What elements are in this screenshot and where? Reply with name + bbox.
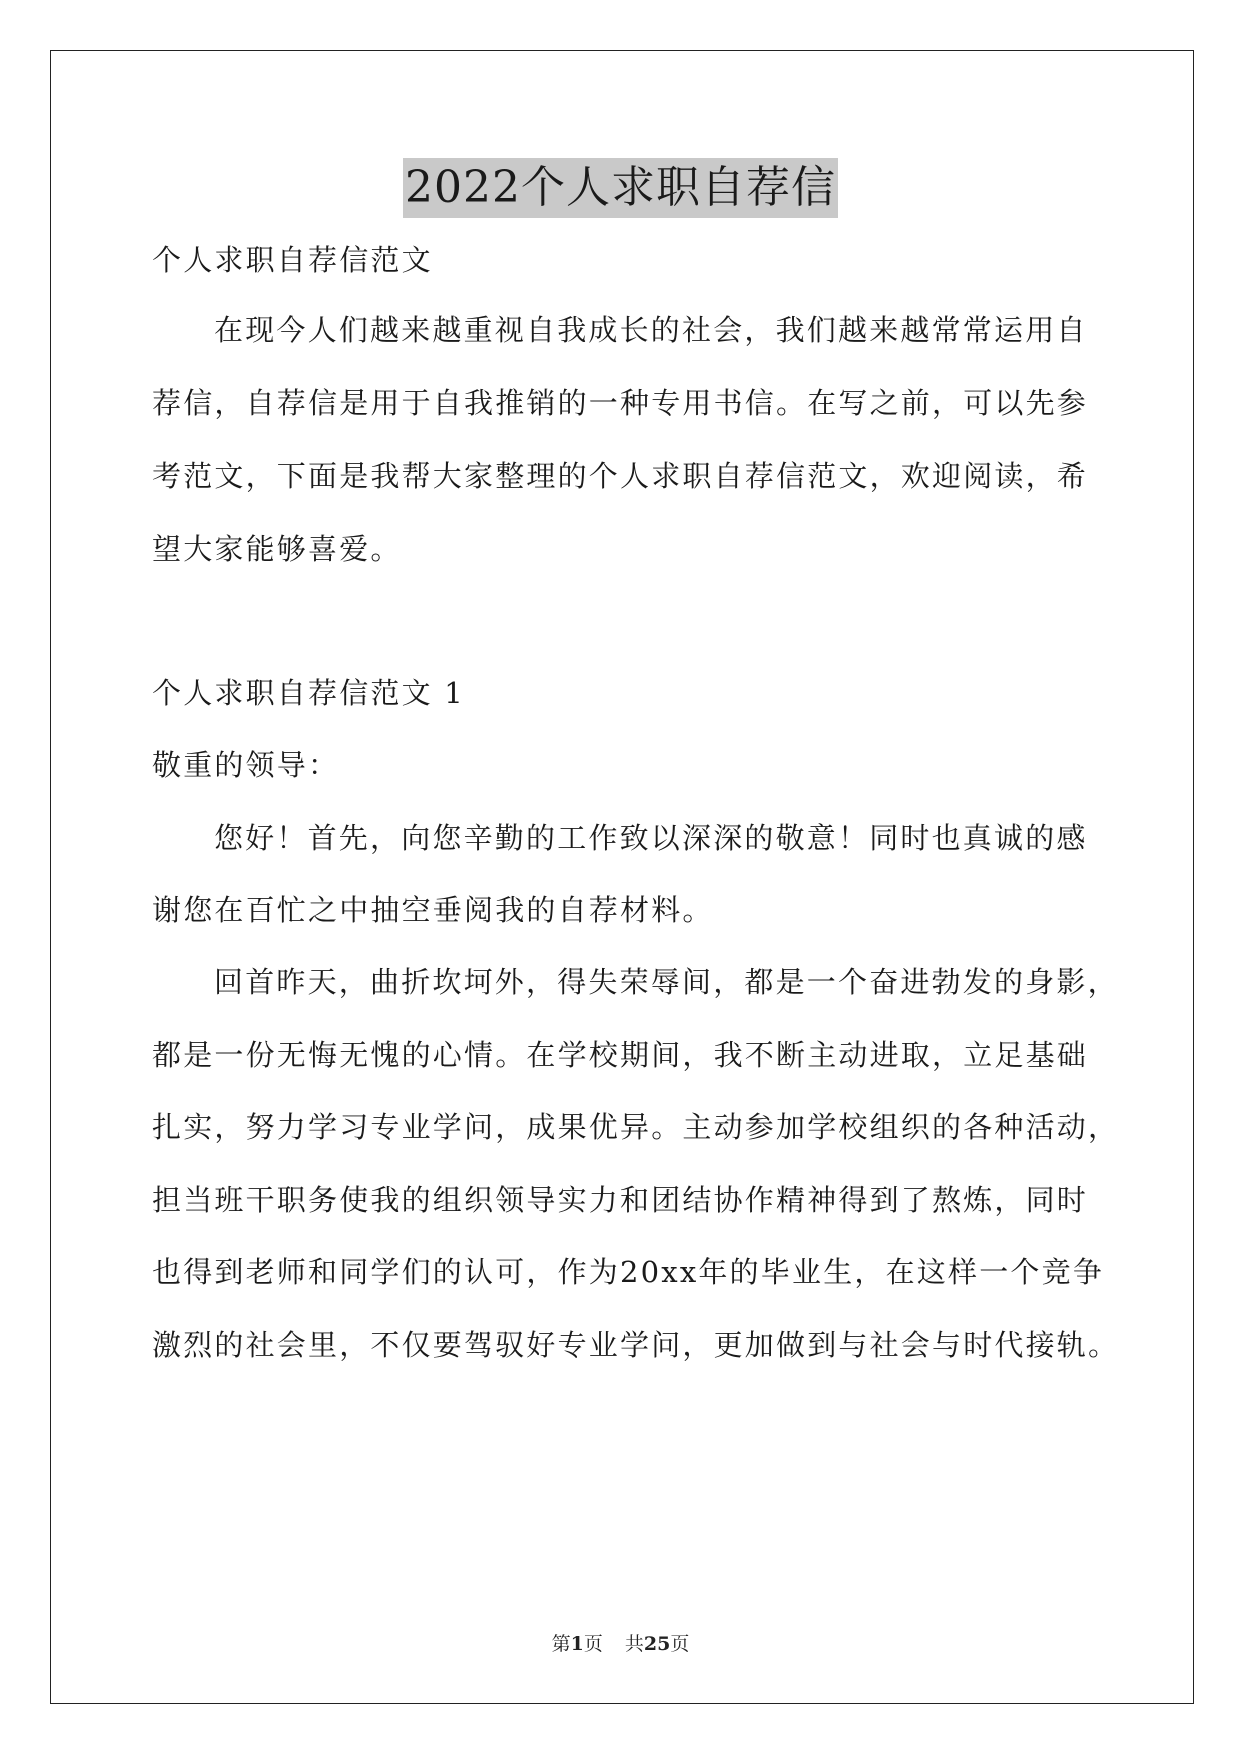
intro-line-2: 荐信，自荐信是用于自我推销的一种专用书信。在写之前，可以先参 <box>152 386 1089 420</box>
document-title: 2022个人求职自荐信 <box>403 158 838 218</box>
footer-page-suffix: 页 <box>583 1633 603 1655</box>
footer-page-total: 25 <box>643 1633 671 1655</box>
para1-line-1: 您好！首先，向您辛勤的工作致以深深的敬意！同时也真诚的感 <box>214 821 1088 855</box>
para2-line-2: 都是一份无悔无愧的心情。在学校期间，我不断主动进取，立足基础 <box>152 1038 1089 1072</box>
para2-line-3: 扎实，努力学习专业学问，成果优异。主动参加学校组织的各种活动， <box>152 1110 1120 1144</box>
title-container <box>0 158 1241 218</box>
para1-line-2: 谢您在百忙之中抽空垂阅我的自荐材料。 <box>152 893 714 927</box>
subtitle: 个人求职自荐信范文 <box>152 243 433 277</box>
footer-total-prefix: 共 <box>624 1633 644 1655</box>
footer-total-suffix: 页 <box>670 1633 690 1655</box>
footer-page-current: 1 <box>570 1633 584 1655</box>
page-border <box>50 50 1194 1704</box>
para2-line-6: 激烈的社会里，不仅要驾驭好专业学问，更加做到与社会与时代接轨。 <box>152 1328 1120 1362</box>
page-footer <box>0 1632 1241 1656</box>
para2-line-4: 担当班干职务使我的组织领导实力和团结协作精神得到了熬炼，同时 <box>152 1183 1089 1217</box>
section-heading: 个人求职自荐信范文 1 <box>152 676 465 710</box>
intro-line-3: 考范文，下面是我帮大家整理的个人求职自荐信范文，欢迎阅读，希 <box>152 459 1089 493</box>
intro-line-4: 望大家能够喜爱。 <box>152 532 402 566</box>
intro-line-1: 在现今人们越来越重视自我成长的社会，我们越来越常常运用自 <box>214 313 1088 347</box>
para2-line-5: 也得到老师和同学们的认可，作为20xx年的毕业生，在这样一个竞争 <box>152 1255 1105 1289</box>
salutation: 敬重的领导： <box>152 748 340 782</box>
para2-line-1: 回首昨天，曲折坎坷外，得失荣辱间，都是一个奋进勃发的身影， <box>214 965 1119 999</box>
footer-page-prefix: 第 <box>551 1633 571 1655</box>
